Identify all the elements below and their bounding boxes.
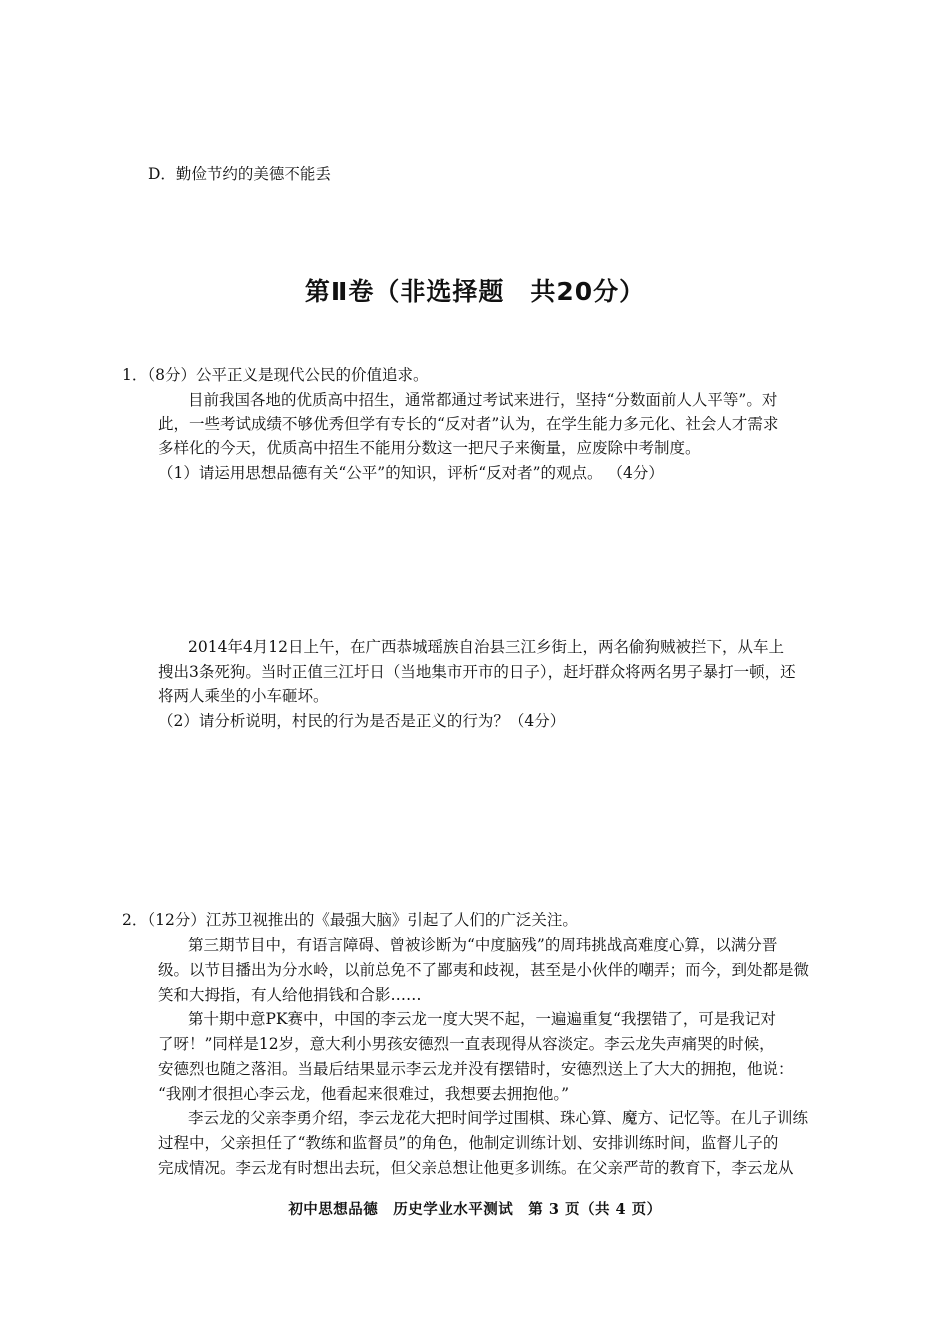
q2-material-line-4: 第十期中意PK赛中，中国的李云龙一度大哭不起，一遍遍重复“我摆错了，可是我记对 [188,1010,776,1028]
q1-material2-line-3: 将两人乘坐的小车砸坏。 [158,687,329,705]
question-1-header: 1．（8分）公平正义是现代公民的价值追求。 [122,366,429,384]
q1-material1-line-1: 目前我国各地的优质高中招生，通常都通过考试来进行，坚持“分数面前人人平等”。对 [188,391,778,409]
q1-material2-line-1: 2014年4月12日上午，在广西恭城瑶族自治县三江乡街上，两名偷狗贼被拦下，从车上 [188,638,785,656]
q2-material-line-1: 第三期节目中，有语言障碍、曾被诊断为“中度脑残”的周玮挑战高难度心算，以满分晋 [188,936,778,954]
q1-subquestion-1: （1）请运用思想品德有关“公平”的知识，评析“反对者”的观点。 （4分） [158,464,664,482]
q1-material1-line-3: 多样化的今天，优质高中招生不能用分数这一把尺子来衡量，应废除中考制度。 [158,439,701,457]
q2-material-line-3: 笑和大拇指，有人给他捐钱和合影…… [158,986,422,1004]
page-footer: 初中思想品德 历史学业水平测试 第 3 页（共 4 页） [288,1201,662,1218]
q2-material-line-9: 过程中，父亲担任了“教练和监督员”的角色，他制定训练计划、安排训练时间，监督儿子的 [158,1134,779,1152]
q1-material2-line-2: 搜出3条死狗。当时正值三江圩日（当地集市开市的日子），赶圩群众将两名男子暴打一顿，还 [158,663,796,681]
q1-material1-line-2: 此，一些考试成绩不够优秀但学有专长的“反对者”认为，在学生能力多元化、社会人才需求 [158,415,779,433]
q1-subquestion-2: （2）请分析说明，村民的行为是否是正义的行为？（4分） [158,712,566,730]
q2-material-line-5: 了呀！”同样是12岁，意大利小男孩安德烈一直表现得从容淡定。李云龙失声痛哭的时候， [158,1035,775,1053]
section-title: 第Ⅱ卷（非选择题 共20分） [304,277,646,306]
q2-material-line-2: 级。以节目播出为分水岭，以前总免不了鄙夷和歧视，甚至是小伙伴的嘲弄；而今，到处都是微 [158,961,810,979]
q2-material-line-7: “我刚才很担心李云龙，他看起来很难过，我想要去拥抱他。” [158,1085,570,1103]
question-2-header: 2．（12分）江苏卫视推出的《最强大脑》引起了人们的广泛关注。 [122,911,578,929]
q2-material-line-10: 完成情况。李云龙有时想出去玩，但父亲总想让他更多训练。在父亲严苛的教育下，李云龙从 [158,1159,794,1177]
q2-material-line-6: 安德烈也随之落泪。当最后结果显示李云龙并没有摆错时，安德烈送上了大大的拥抱，他说： [158,1060,794,1078]
option-d: D．勤俭节约的美德不能丢 [148,165,331,183]
q2-material-line-8: 李云龙的父亲李勇介绍，李云龙花大把时间学过围棋、珠心算、魔方、记忆等。在儿子训练 [188,1109,809,1127]
